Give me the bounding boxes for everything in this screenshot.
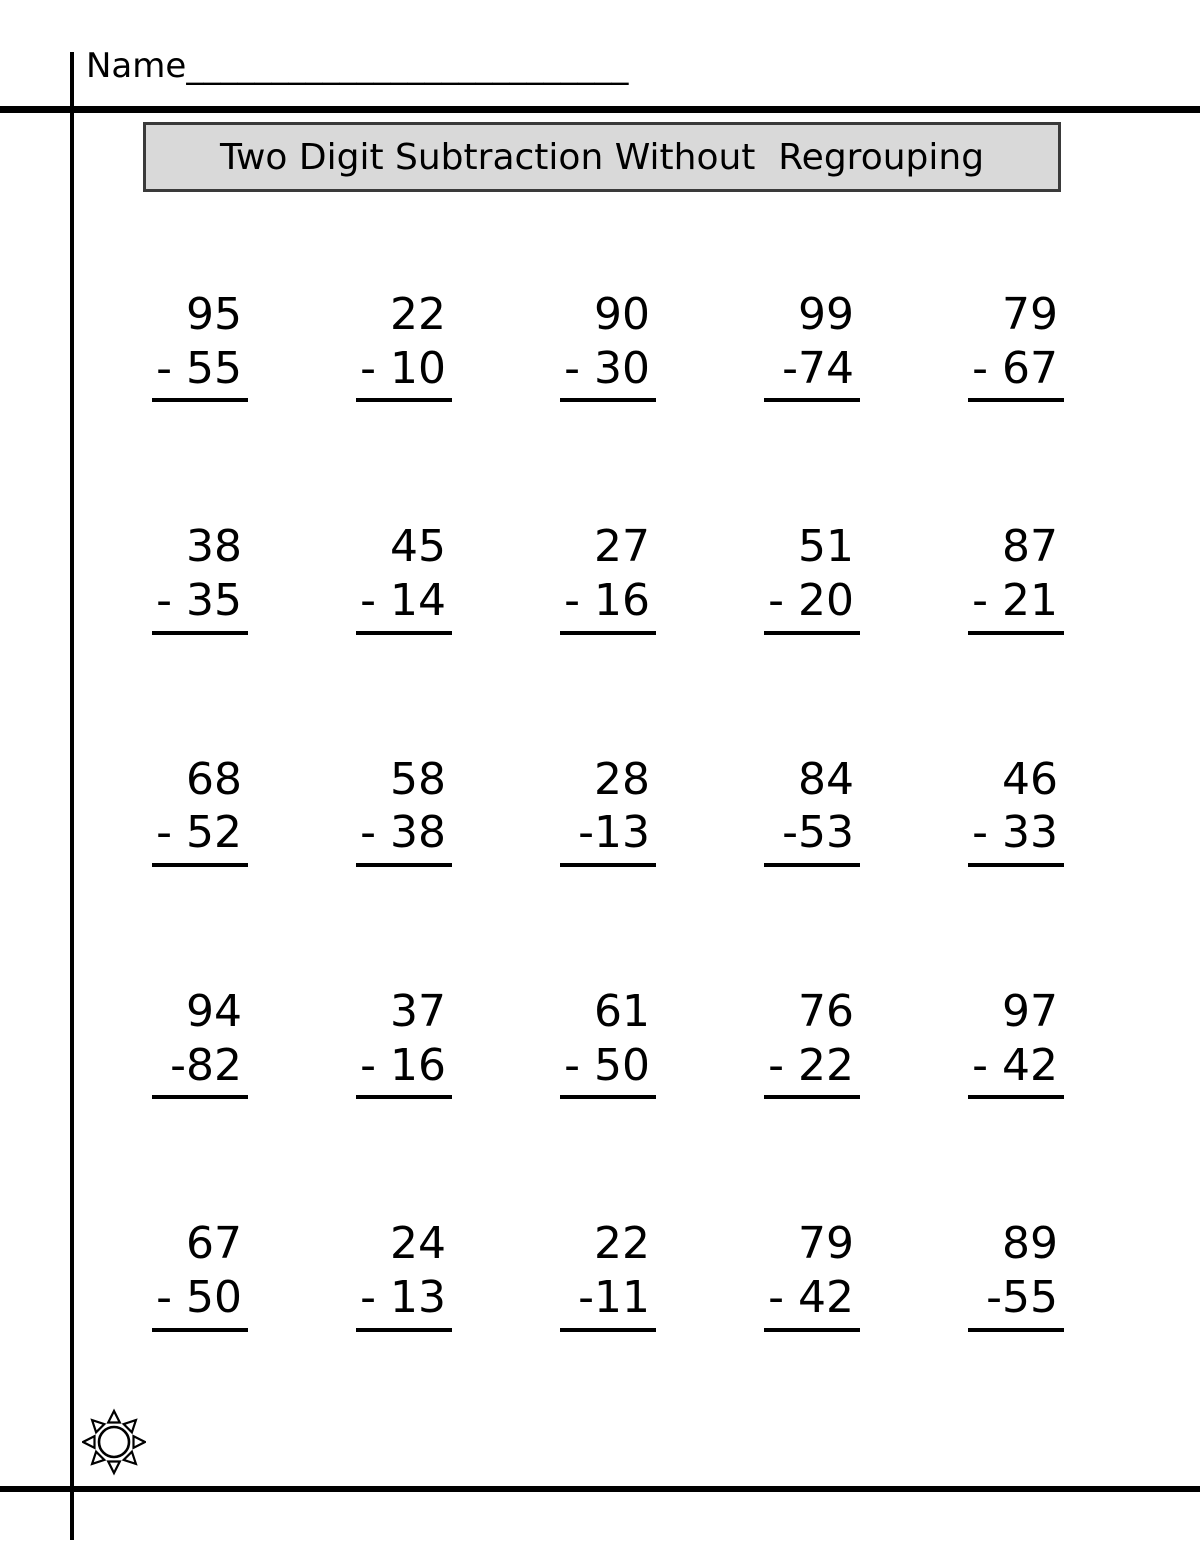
subtrahend-answer-line: - 30 — [560, 342, 656, 403]
name-field — [86, 46, 628, 86]
subtraction-problem — [302, 520, 506, 634]
minuend: 61 — [594, 986, 650, 1038]
worksheet-title: Two Digit Subtraction Without Regrouping — [219, 136, 985, 178]
subtrahend-answer-line: - 50 — [560, 1039, 656, 1100]
subtrahend-answer-line: - 20 — [764, 574, 860, 635]
subtrahend-answer-line: - 14 — [356, 574, 452, 635]
subtrahend-answer-line: -11 — [560, 1271, 656, 1332]
subtrahend-answer-line: - 50 — [152, 1271, 248, 1332]
minuend: 24 — [390, 1218, 446, 1270]
subtraction-problem — [506, 520, 710, 634]
minuend: 87 — [1002, 521, 1058, 573]
minuend: 37 — [390, 986, 446, 1038]
name-blank-line: __________________________ — [186, 46, 629, 86]
minuend: 58 — [390, 753, 446, 805]
subtrahend-answer-line: - 38 — [356, 806, 452, 867]
subtraction-problem — [914, 985, 1118, 1099]
subtrahend-answer-line: - 21 — [968, 574, 1064, 635]
minuend: 46 — [1002, 753, 1058, 805]
minuend: 79 — [798, 1218, 854, 1270]
subtraction-problem — [506, 753, 710, 867]
subtraction-problem — [98, 288, 302, 402]
subtrahend-answer-line: - 33 — [968, 806, 1064, 867]
problem-grid — [98, 288, 1122, 1332]
minuend: 27 — [594, 521, 650, 573]
subtraction-problem — [710, 288, 914, 402]
minuend: 22 — [390, 289, 446, 340]
subtraction-problem — [914, 1217, 1118, 1331]
subtraction-problem — [98, 753, 302, 867]
minuend: 99 — [798, 289, 854, 340]
subtraction-problem — [914, 753, 1118, 867]
subtraction-problem — [302, 985, 506, 1099]
minuend: 84 — [798, 753, 854, 805]
subtraction-problem — [98, 520, 302, 634]
subtrahend-answer-line: - 22 — [764, 1039, 860, 1100]
name-label: Name — [86, 46, 187, 86]
minuend: 68 — [186, 753, 242, 805]
subtrahend-answer-line: - 42 — [764, 1271, 860, 1332]
worksheet-title-banner — [143, 122, 1061, 192]
minuend: 89 — [1002, 1218, 1058, 1270]
subtraction-problem — [710, 753, 914, 867]
minuend: 45 — [390, 521, 446, 573]
subtraction-problem — [710, 985, 914, 1099]
minuend: 95 — [186, 289, 242, 340]
subtraction-problem — [914, 288, 1118, 402]
subtraction-problem — [710, 520, 914, 634]
minuend: 67 — [186, 1218, 242, 1270]
subtrahend-answer-line: -13 — [560, 806, 656, 867]
subtraction-problem — [506, 985, 710, 1099]
subtrahend-answer-line: - 52 — [152, 806, 248, 867]
subtrahend-answer-line: - 13 — [356, 1271, 452, 1332]
minuend: 90 — [594, 289, 650, 340]
sun-icon — [82, 1402, 146, 1476]
top-divider-rule — [0, 106, 1200, 113]
bottom-divider-rule — [0, 1486, 1200, 1492]
subtrahend-answer-line: -55 — [968, 1271, 1064, 1332]
minuend: 38 — [186, 521, 242, 573]
subtraction-problem — [98, 1217, 302, 1331]
minuend: 76 — [798, 986, 854, 1038]
subtraction-problem — [302, 288, 506, 402]
subtrahend-answer-line: - 55 — [152, 342, 248, 403]
minuend: 79 — [1002, 289, 1058, 340]
subtraction-problem — [98, 985, 302, 1099]
subtraction-problem — [506, 288, 710, 402]
subtraction-problem — [914, 520, 1118, 634]
minuend: 28 — [594, 753, 650, 805]
subtrahend-answer-line: -74 — [764, 342, 860, 403]
subtrahend-answer-line: - 67 — [968, 342, 1064, 403]
subtrahend-answer-line: - 16 — [560, 574, 656, 635]
subtraction-problem — [710, 1217, 914, 1331]
minuend: 51 — [798, 521, 854, 573]
subtraction-problem — [506, 1217, 710, 1331]
minuend: 94 — [186, 986, 242, 1038]
subtrahend-answer-line: - 10 — [356, 342, 452, 403]
subtrahend-answer-line: - 42 — [968, 1039, 1064, 1100]
subtrahend-answer-line: -53 — [764, 806, 860, 867]
subtrahend-answer-line: - 35 — [152, 574, 248, 635]
subtraction-problem — [302, 1217, 506, 1331]
subtrahend-answer-line: -82 — [152, 1039, 248, 1100]
minuend: 22 — [594, 1218, 650, 1270]
subtraction-problem — [302, 753, 506, 867]
minuend: 97 — [1002, 986, 1058, 1038]
left-margin-rule — [70, 52, 74, 1540]
subtrahend-answer-line: - 16 — [356, 1039, 452, 1100]
